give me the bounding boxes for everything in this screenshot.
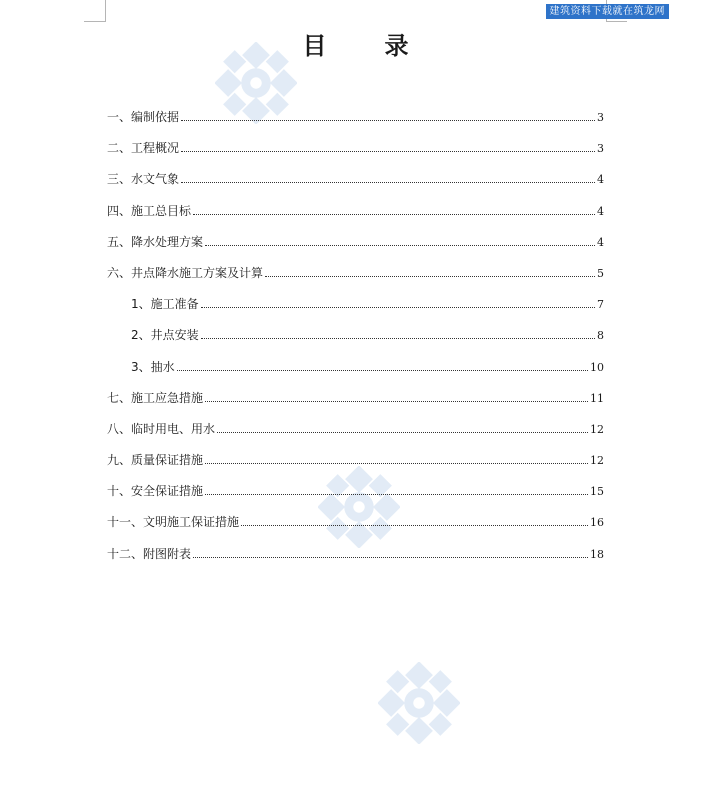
toc-entry-page-number: 8 bbox=[597, 329, 604, 343]
toc-dot-leader bbox=[177, 369, 588, 371]
toc-entry-page-number: 16 bbox=[590, 516, 604, 530]
toc-entry-label: 2、井点安装 bbox=[131, 328, 199, 343]
toc-entry-label: 七、施工应急措施 bbox=[107, 390, 204, 405]
toc-dot-leader bbox=[205, 244, 595, 246]
toc-entry-page-number: 4 bbox=[597, 173, 604, 187]
toc-dot-leader bbox=[205, 400, 588, 402]
toc-entry-page-number: 15 bbox=[590, 485, 604, 499]
toc-entry[interactable] bbox=[107, 171, 604, 202]
toc-entry[interactable] bbox=[107, 234, 604, 265]
toc-dot-leader bbox=[201, 306, 595, 308]
toc-entry[interactable] bbox=[107, 327, 604, 358]
title-char: 目 bbox=[302, 32, 327, 60]
toc-entry-label: 三、水文气象 bbox=[107, 172, 180, 187]
toc-entry[interactable] bbox=[107, 546, 604, 577]
toc-entry-label: 二、工程概况 bbox=[107, 141, 180, 156]
toc-entry-page-number: 12 bbox=[590, 454, 604, 468]
toc-entry-page-number: 4 bbox=[597, 204, 604, 218]
toc-entry[interactable] bbox=[107, 203, 604, 234]
toc-entry-page-number: 18 bbox=[590, 547, 604, 561]
toc-entry-page-number: 3 bbox=[597, 111, 604, 124]
crop-mark-top-left bbox=[84, 21, 105, 22]
toc-dot-leader bbox=[181, 181, 595, 183]
table-of-contents bbox=[107, 109, 604, 577]
toc-entry-page-number: 10 bbox=[590, 360, 604, 374]
toc-entry-label: 十二、附图附表 bbox=[107, 546, 192, 561]
toc-entry[interactable] bbox=[107, 452, 604, 483]
toc-dot-leader bbox=[205, 493, 588, 495]
toc-entry-label: 一、编制依据 bbox=[107, 110, 180, 124]
toc-entry[interactable] bbox=[107, 390, 604, 421]
toc-dot-leader bbox=[181, 150, 595, 152]
toc-entry[interactable] bbox=[107, 140, 604, 171]
toc-dot-leader bbox=[205, 462, 588, 464]
toc-entry-label: 1、施工准备 bbox=[131, 297, 199, 312]
toc-entry[interactable] bbox=[107, 514, 604, 545]
title-char: 录 bbox=[384, 32, 409, 60]
toc-entry-label: 六、井点降水施工方案及计算 bbox=[107, 265, 264, 280]
toc-entry-label: 3、抽水 bbox=[131, 359, 175, 374]
toc-entry[interactable] bbox=[107, 421, 604, 452]
toc-dot-leader bbox=[193, 556, 588, 558]
toc-entry-label: 八、临时用电、用水 bbox=[107, 421, 216, 436]
toc-entry[interactable] bbox=[107, 359, 604, 390]
toc-entry[interactable] bbox=[107, 109, 604, 140]
toc-entry-label: 十一、文明施工保证措施 bbox=[107, 515, 240, 530]
toc-dot-leader bbox=[193, 213, 595, 215]
toc-dot-leader bbox=[265, 275, 595, 277]
toc-entry[interactable] bbox=[107, 265, 604, 296]
toc-entry-page-number: 11 bbox=[590, 391, 604, 405]
toc-entry-page-number: 7 bbox=[597, 298, 604, 312]
toc-entry[interactable] bbox=[107, 483, 604, 514]
crop-mark-top-right bbox=[606, 21, 627, 22]
toc-entry-label: 五、降水处理方案 bbox=[107, 234, 204, 249]
toc-entry-label: 十、安全保证措施 bbox=[107, 484, 204, 499]
toc-dot-leader bbox=[241, 524, 588, 526]
toc-entry-page-number: 12 bbox=[590, 422, 604, 436]
toc-entry[interactable] bbox=[107, 296, 604, 327]
toc-entry-label: 四、施工总目标 bbox=[107, 203, 192, 218]
flower-logo-icon bbox=[378, 662, 460, 744]
toc-dot-leader bbox=[201, 337, 595, 339]
toc-entry-page-number: 3 bbox=[597, 142, 604, 156]
crop-mark-top-left bbox=[105, 0, 106, 22]
toc-dot-leader bbox=[217, 431, 588, 433]
page-title bbox=[0, 26, 711, 61]
toc-dot-leader bbox=[181, 119, 595, 121]
toc-entry-page-number: 5 bbox=[597, 266, 604, 280]
toc-entry-label: 九、质量保证措施 bbox=[107, 453, 204, 468]
site-banner[interactable]: 建筑资料下载就在筑龙网 bbox=[546, 4, 670, 19]
toc-entry-page-number: 4 bbox=[597, 235, 604, 249]
